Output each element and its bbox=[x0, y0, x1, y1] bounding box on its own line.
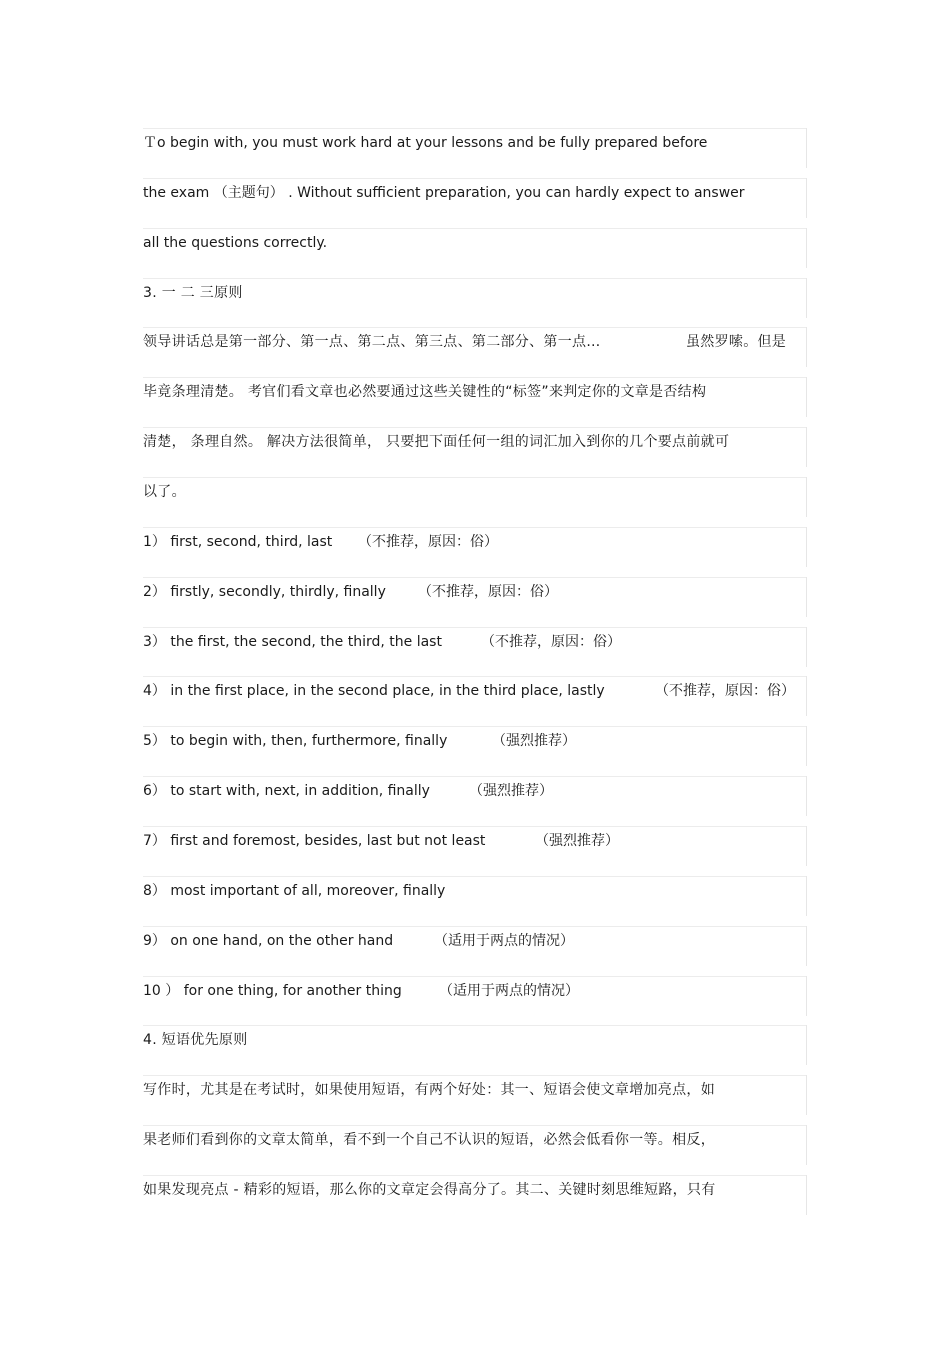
text-line bbox=[143, 1125, 807, 1165]
list-item-text: 4） in the first place, in the second place, in the third place, lastly bbox=[143, 683, 605, 699]
line-text: 写作时，尤其是在考试时，如果使用短语，有两个好处：其一、短语会使文章增加亮点，如 bbox=[143, 1082, 715, 1098]
list-item bbox=[143, 926, 807, 966]
line-text: 领导讲话总是第一部分、第一点、第二点、第三点、第二部分、第一点… bbox=[143, 334, 601, 350]
list-item-text: 8） most important of all, moreover, finally bbox=[143, 883, 446, 899]
list-item-text: 10 ） for one thing, for another thing bbox=[143, 983, 402, 999]
list-item-text: 1） first, second, third, last bbox=[143, 534, 333, 550]
list-item-note: （适用于两点的情况） bbox=[434, 933, 574, 949]
list-item-note: （强烈推荐） bbox=[492, 733, 576, 749]
line-text: 以了。 bbox=[143, 484, 186, 500]
heading-text: 4. 短语优先原则 bbox=[143, 1032, 248, 1048]
text-line bbox=[143, 1075, 807, 1115]
list-item-text: 2） firstly, secondly, thirdly, finally bbox=[143, 584, 386, 600]
text-line bbox=[143, 128, 807, 168]
list-item bbox=[143, 826, 807, 866]
list-item-note: （不推荐，原因：俗） bbox=[418, 584, 558, 600]
list-item bbox=[143, 527, 807, 567]
list-item-note: （适用于两点的情况） bbox=[439, 983, 579, 999]
list-item-note: （强烈推荐） bbox=[469, 783, 553, 799]
line-text: the exam （主题句） . Without sufficient preparation, you can hardly expect to answer bbox=[143, 185, 745, 201]
list-item-note: （强烈推荐） bbox=[535, 833, 619, 849]
line-text: Ｔo begin with, you must work hard at your lessons and be fully prepared before bbox=[143, 135, 708, 151]
line-note: 虽然罗嗦。但是 bbox=[686, 334, 787, 350]
list-item bbox=[143, 577, 807, 617]
list-item bbox=[143, 676, 807, 716]
list-item bbox=[143, 776, 807, 816]
list-item bbox=[143, 726, 807, 766]
line-text: 毕竟条理清楚。 考官们看文章也必然要通过这些关键性的“标签”来判定你的文章是否结构 bbox=[143, 384, 707, 400]
text-line bbox=[143, 327, 807, 367]
text-line bbox=[143, 228, 807, 268]
section-heading bbox=[143, 278, 807, 318]
list-item-note: （不推荐，原因：俗） bbox=[358, 534, 498, 550]
line-text: 如果发现亮点 - 精彩的短语，那么你的文章定会得高分了。其二、关键时刻思维短路，只有 bbox=[143, 1182, 716, 1198]
list-item-text: 9） on one hand, on the other hand bbox=[143, 933, 394, 949]
list-item-text: 3） the first, the second, the third, the last bbox=[143, 634, 442, 650]
list-item-text: 5） to begin with, then, furthermore, finally bbox=[143, 733, 448, 749]
list-item-text: 6） to start with, next, in addition, finally bbox=[143, 783, 430, 799]
line-text: all the questions correctly. bbox=[143, 235, 328, 251]
text-line bbox=[143, 178, 807, 218]
line-text: 果老师们看到你的文章太简单，看不到一个自己不认识的短语，必然会低看你一等。相反， bbox=[143, 1132, 715, 1148]
line-text: 清楚， 条理自然。 解决方法很简单， 只要把下面任何一组的词汇加入到你的几个要点前就可 bbox=[143, 434, 730, 450]
list-item-note: （不推荐，原因：俗） bbox=[481, 634, 621, 650]
list-item bbox=[143, 627, 807, 667]
list-item bbox=[143, 876, 807, 916]
list-item-text: 7） first and foremost, besides, last but not least bbox=[143, 833, 486, 849]
text-line bbox=[143, 427, 807, 467]
text-line bbox=[143, 377, 807, 417]
section-heading bbox=[143, 1025, 807, 1065]
text-line bbox=[143, 1175, 807, 1215]
heading-text: 3. 一 二 三原则 bbox=[143, 285, 243, 301]
list-item-note: （不推荐，原因：俗） bbox=[655, 683, 795, 699]
text-line bbox=[143, 477, 807, 517]
list-item bbox=[143, 976, 807, 1016]
